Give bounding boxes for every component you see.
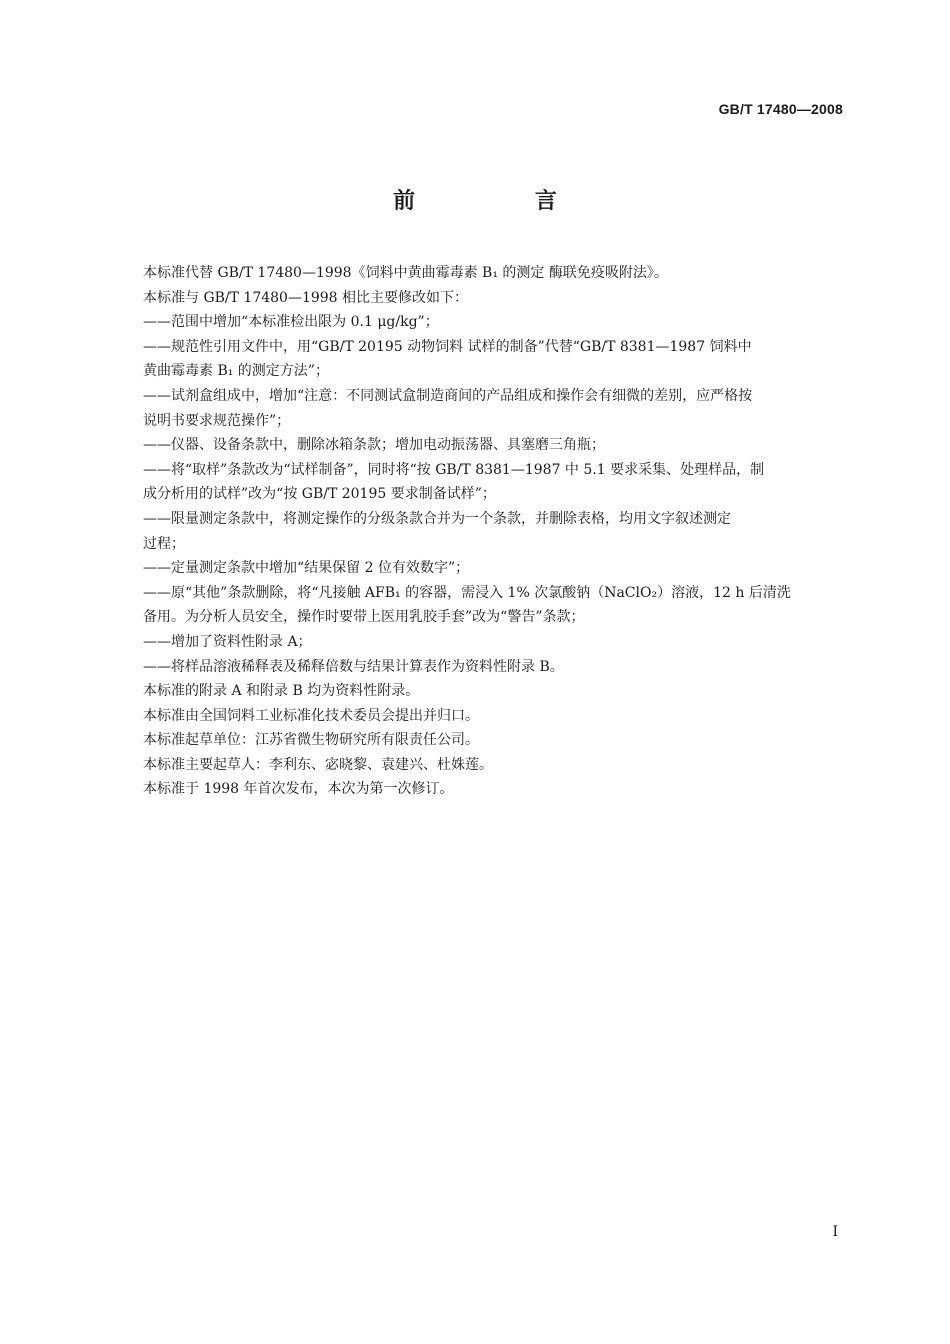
changes-list — [143, 310, 843, 679]
list-item — [143, 384, 843, 433]
paragraph-changes-intro: 本标准与 GB/T 17480—1998 相比主要修改如下： — [143, 289, 469, 306]
list-item-line: ——规范性引用文件中，用“GB/T 20195 动物饲料 试样的制备”代替“GB/T 8381—1987 饲料中 — [143, 338, 752, 355]
list-item — [143, 655, 843, 680]
paragraph-drafting-unit: 本标准起草单位：江苏省微生物研究所有限责任公司。 — [143, 732, 479, 749]
list-item — [143, 630, 843, 655]
list-item — [143, 507, 843, 556]
list-item-line: ——试剂盒组成中，增加“注意：不同测试盒制造商间的产品组成和操作会有细微的差别，应严格按 — [143, 387, 753, 404]
paragraph-history: 本标准于 1998 年首次发布，本次为第一次修订。 — [143, 781, 454, 798]
paragraph-drafters: 本标准主要起草人：李利东、宓晓黎、袁建兴、杜姝莲。 — [143, 756, 493, 773]
list-item-line: ——原“其他”条款删除，将“凡接触 AFB₁ 的容器，需浸入 1% 次氯酸钠（NaClO₂）溶液，12 h 后清洗 — [143, 584, 791, 601]
list-item-line: ——将样品溶液稀释表及稀释倍数与结果计算表作为资料性附录 B。 — [143, 658, 564, 675]
list-item — [143, 335, 843, 384]
list-item-line: 成分析用的试样”改为“按 GB/T 20195 要求制备试样”； — [143, 486, 496, 503]
list-item-line: ——将“取样”条款改为“试样制备”，同时将“按 GB/T 8381—1987 中 5.1 要求采集、处理样品，制 — [143, 461, 765, 478]
paragraph-replaces: 本标准代替 GB/T 17480—1998《饲料中黄曲霉毒素 B₁ 的测定 酶联免疫吸附法》。 — [143, 265, 668, 281]
list-item — [143, 310, 843, 335]
list-item-line: ——范围中增加“本标准检出限为 0.1 μg/kg”； — [143, 314, 439, 331]
standard-code: GB/T 17480—2008 — [718, 101, 843, 117]
list-item — [143, 581, 843, 630]
paragraph-proposed-by: 本标准由全国饲料工业标准化技术委员会提出并归口。 — [143, 707, 479, 724]
list-item-line: ——定量测定条款中增加“结果保留 2 位有效数字”； — [143, 560, 470, 577]
list-item-line: 说明书要求规范操作”； — [143, 412, 291, 429]
list-item-line: ——限量测定条款中，将测定操作的分级条款合并为一个条款，并删除表格，均用文字叙述测定 — [143, 510, 731, 527]
document-body — [143, 261, 843, 802]
list-item — [143, 458, 843, 507]
list-item-line: 黄曲霉毒素 B₁ 的测定方法”； — [143, 363, 329, 380]
paragraph-annexes: 本标准的附录 A 和附录 B 均为资料性附录。 — [143, 683, 420, 700]
list-item — [143, 433, 843, 458]
list-item-line: 过程； — [143, 535, 185, 552]
list-item-line: ——增加了资料性附录 A； — [143, 633, 312, 650]
page-title: 前 言 — [393, 189, 613, 214]
list-item-line: ——仪器、设备条款中，删除冰箱条款；增加电动振荡器、具塞磨三角瓶； — [143, 437, 605, 454]
list-item-line: 备用。为分析人员安全，操作时要带上医用乳胶手套”改为“警告”条款； — [143, 609, 585, 626]
list-item — [143, 556, 843, 581]
page-number: I — [832, 1224, 838, 1240]
